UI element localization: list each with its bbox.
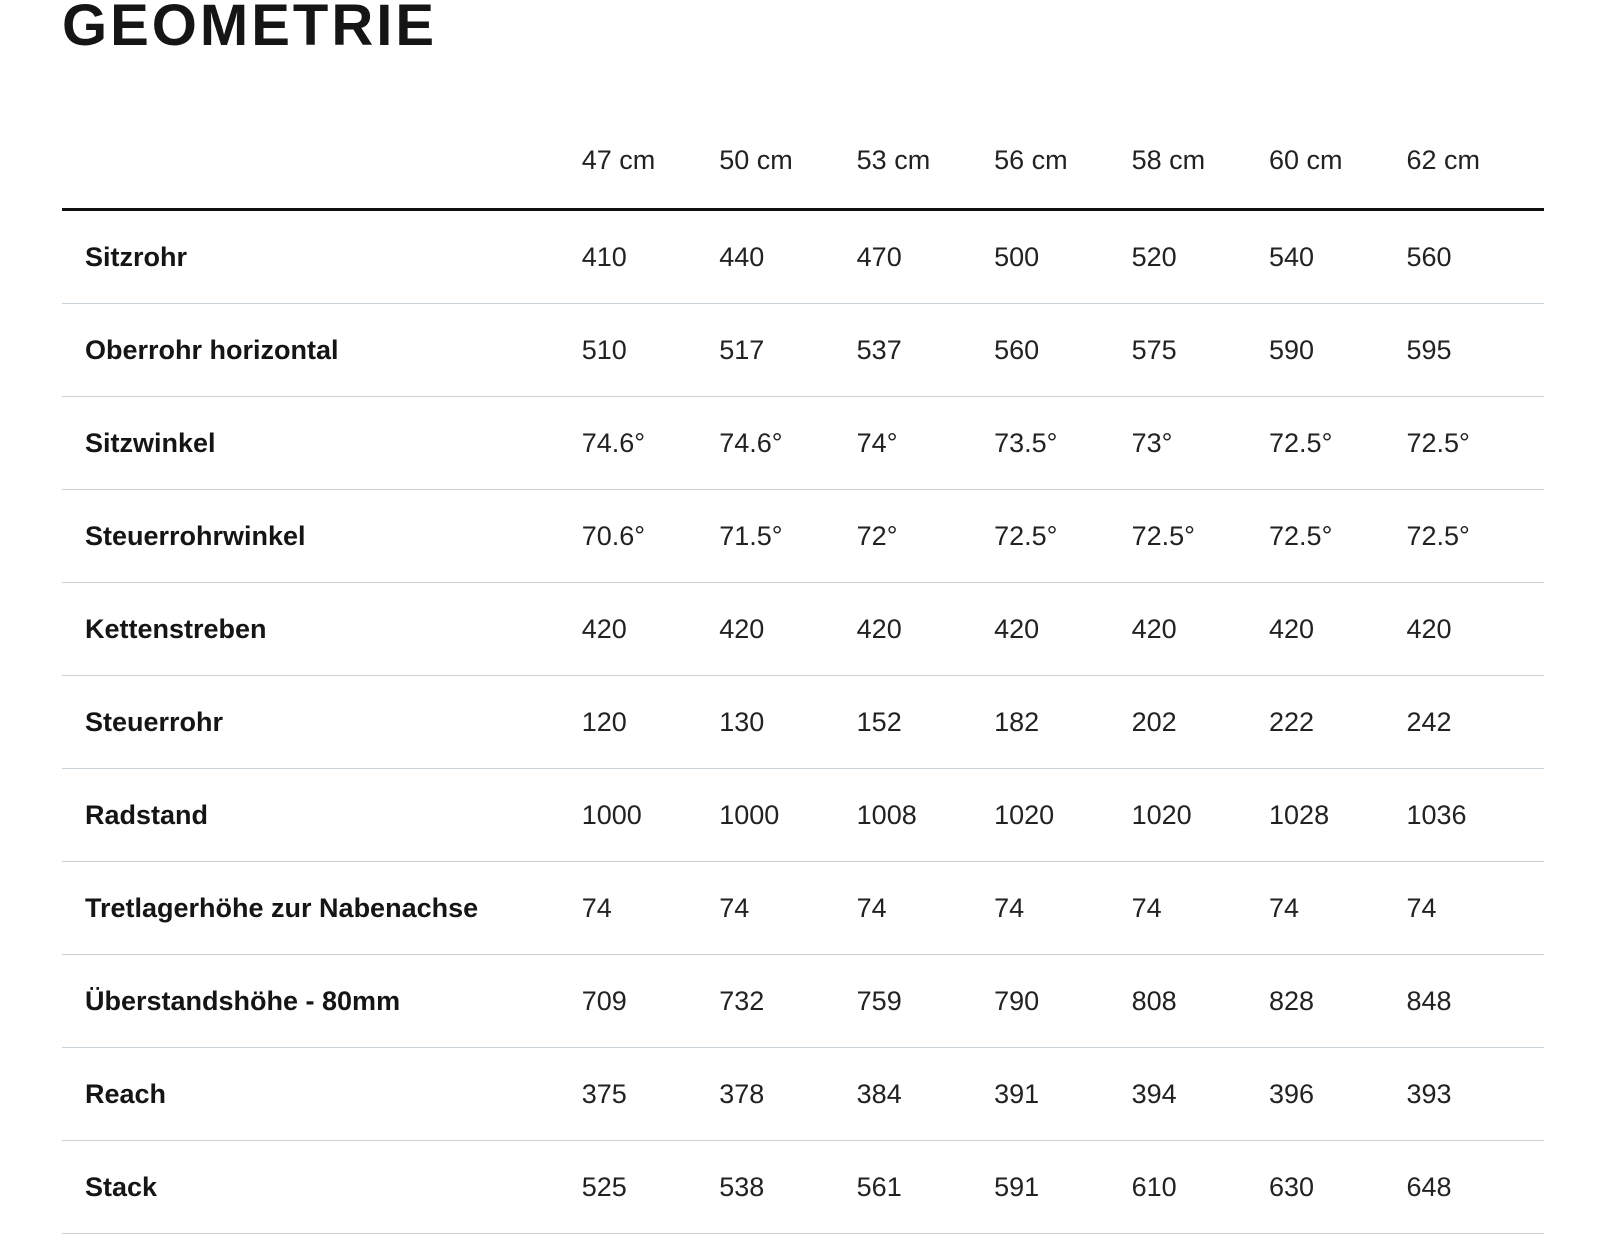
table-cell: 538 xyxy=(719,1141,856,1234)
table-cell: 72.5° xyxy=(1406,490,1544,583)
table-row xyxy=(62,1141,1544,1234)
table-cell: 410 xyxy=(582,210,719,304)
row-label: Reach xyxy=(62,1048,582,1141)
table-cell: 848 xyxy=(1406,955,1544,1048)
table-cell: 73° xyxy=(1132,397,1269,490)
table-cell: 610 xyxy=(1132,1141,1269,1234)
table-row xyxy=(62,769,1544,862)
table-cell: 732 xyxy=(719,955,856,1048)
table-cell: 709 xyxy=(582,955,719,1048)
table-cell: 378 xyxy=(719,1048,856,1141)
table-row xyxy=(62,490,1544,583)
table-row xyxy=(62,304,1544,397)
table-cell: 152 xyxy=(857,676,994,769)
table-row xyxy=(62,676,1544,769)
table-cell: 222 xyxy=(1269,676,1406,769)
row-label: Oberrohr horizontal xyxy=(62,304,582,397)
table-cell: 1000 xyxy=(719,769,856,862)
table-cell: 560 xyxy=(1406,210,1544,304)
table-row xyxy=(62,862,1544,955)
table-cell: 74.6° xyxy=(719,397,856,490)
table-cell: 72.5° xyxy=(1132,490,1269,583)
table-cell: 470 xyxy=(857,210,994,304)
table-cell: 575 xyxy=(1132,304,1269,397)
size-header: 60 cm xyxy=(1269,112,1406,210)
table-cell: 74 xyxy=(719,862,856,955)
size-header: 62 cm xyxy=(1406,112,1544,210)
table-cell: 420 xyxy=(1269,583,1406,676)
table-cell: 808 xyxy=(1132,955,1269,1048)
row-label: Stack xyxy=(62,1141,582,1234)
size-header: 50 cm xyxy=(719,112,856,210)
table-cell: 420 xyxy=(994,583,1131,676)
table-cell: 420 xyxy=(719,583,856,676)
size-header: 53 cm xyxy=(857,112,994,210)
table-cell: 595 xyxy=(1406,304,1544,397)
table-row xyxy=(62,955,1544,1048)
table-row xyxy=(62,1048,1544,1141)
table-cell: 540 xyxy=(1269,210,1406,304)
table-cell: 500 xyxy=(994,210,1131,304)
table-cell: 1020 xyxy=(1132,769,1269,862)
table-cell: 74 xyxy=(994,862,1131,955)
row-label: Steuerrohr xyxy=(62,676,582,769)
table-cell: 74 xyxy=(857,862,994,955)
table-cell: 130 xyxy=(719,676,856,769)
table-cell: 440 xyxy=(719,210,856,304)
size-header: 58 cm xyxy=(1132,112,1269,210)
table-cell: 510 xyxy=(582,304,719,397)
table-cell: 71.5° xyxy=(719,490,856,583)
table-cell: 394 xyxy=(1132,1048,1269,1141)
table-cell: 759 xyxy=(857,955,994,1048)
table-cell: 72.5° xyxy=(1269,397,1406,490)
table-cell: 517 xyxy=(719,304,856,397)
table-cell: 648 xyxy=(1406,1141,1544,1234)
table-row xyxy=(62,397,1544,490)
table-cell: 828 xyxy=(1269,955,1406,1048)
table-cell: 74 xyxy=(1269,862,1406,955)
table-cell: 420 xyxy=(1132,583,1269,676)
table-cell: 420 xyxy=(857,583,994,676)
table-cell: 393 xyxy=(1406,1048,1544,1141)
header-row xyxy=(62,112,1544,210)
row-label: Sitzwinkel xyxy=(62,397,582,490)
table-cell: 74 xyxy=(582,862,719,955)
table-cell: 590 xyxy=(1269,304,1406,397)
table-cell: 525 xyxy=(582,1141,719,1234)
table-cell: 72° xyxy=(857,490,994,583)
size-header: 56 cm xyxy=(994,112,1131,210)
row-label: Radstand xyxy=(62,769,582,862)
table-cell: 1000 xyxy=(582,769,719,862)
table-cell: 242 xyxy=(1406,676,1544,769)
table-cell: 630 xyxy=(1269,1141,1406,1234)
table-cell: 182 xyxy=(994,676,1131,769)
table-cell: 790 xyxy=(994,955,1131,1048)
row-label: Steuerrohrwinkel xyxy=(62,490,582,583)
row-label: Sitzrohr xyxy=(62,210,582,304)
table-cell: 1020 xyxy=(994,769,1131,862)
geometry-table xyxy=(62,112,1544,1234)
table-cell: 74° xyxy=(857,397,994,490)
table-body xyxy=(62,210,1544,1234)
table-row xyxy=(62,210,1544,304)
size-header: 47 cm xyxy=(582,112,719,210)
page-title: GEOMETRIE xyxy=(62,0,438,58)
table-cell: 120 xyxy=(582,676,719,769)
table-cell: 1036 xyxy=(1406,769,1544,862)
table-cell: 74 xyxy=(1132,862,1269,955)
table-cell: 72.5° xyxy=(1406,397,1544,490)
table-cell: 74 xyxy=(1406,862,1544,955)
table-row xyxy=(62,583,1544,676)
table-cell: 1028 xyxy=(1269,769,1406,862)
row-label: Kettenstreben xyxy=(62,583,582,676)
table-cell: 72.5° xyxy=(994,490,1131,583)
row-label: Tretlagerhöhe zur Nabenachse xyxy=(62,862,582,955)
table-cell: 1008 xyxy=(857,769,994,862)
table-header xyxy=(62,112,1544,210)
table-cell: 74.6° xyxy=(582,397,719,490)
table-cell: 375 xyxy=(582,1048,719,1141)
table-cell: 560 xyxy=(994,304,1131,397)
header-corner xyxy=(62,112,582,210)
row-label: Überstandshöhe - 80mm xyxy=(62,955,582,1048)
table-cell: 537 xyxy=(857,304,994,397)
table-cell: 420 xyxy=(1406,583,1544,676)
table-cell: 72.5° xyxy=(1269,490,1406,583)
table-cell: 202 xyxy=(1132,676,1269,769)
table-cell: 591 xyxy=(994,1141,1131,1234)
table-cell: 520 xyxy=(1132,210,1269,304)
table-cell: 384 xyxy=(857,1048,994,1141)
table-cell: 73.5° xyxy=(994,397,1131,490)
table-cell: 396 xyxy=(1269,1048,1406,1141)
table-cell: 561 xyxy=(857,1141,994,1234)
table-cell: 70.6° xyxy=(582,490,719,583)
table-cell: 420 xyxy=(582,583,719,676)
table-cell: 391 xyxy=(994,1048,1131,1141)
